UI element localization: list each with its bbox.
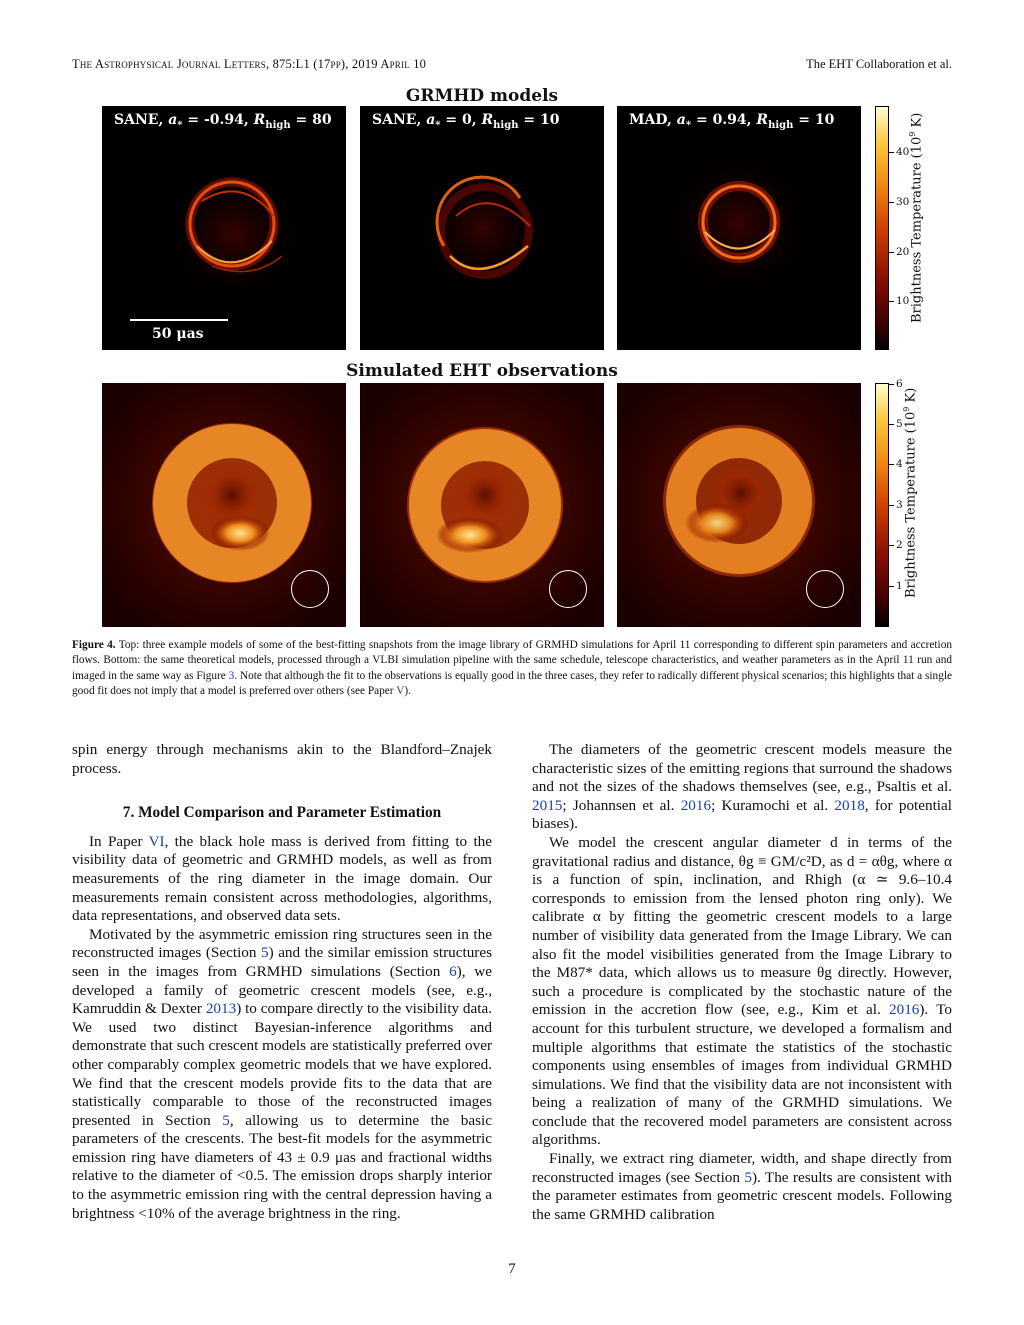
figure-bottom-title: Simulated EHT observations	[346, 361, 618, 381]
colorbar-top	[875, 106, 910, 350]
colorbar-bottom-tick: 5	[896, 418, 903, 430]
grmhd-panel-2	[360, 106, 604, 350]
section-heading: 7. Model Comparison and Parameter Estimation	[122, 804, 442, 822]
simulated-panel-2	[360, 383, 604, 627]
colorbar-bottom-tick: 1	[896, 580, 903, 592]
section-5-link[interactable]: 5	[744, 1168, 752, 1186]
colorbar-bottom-label: Brightness Temperature ($10^9$ K)	[902, 387, 919, 598]
grmhd-panel-3	[617, 106, 861, 350]
colorbar-top-label: Brightness Temperature ($10^9$ K)	[908, 112, 925, 323]
simulated-panel-1	[102, 383, 346, 627]
citation-link[interactable]: 2018	[834, 796, 865, 814]
scale-bar	[130, 319, 228, 321]
figure-caption: Figure 4. Top: three example models of some of the best-fitting snapshots from the image library of GRMHD simulations for April 11 corresponding to different spin parameters and accretion flows. Bottom: the same theoretical models, processed through a VLBI simulation pipeline with the same schedule, telescope characteristics, and weather parameters as in the April 11 run and imaged in the same way as Figure 3. Note that although the fit to the observations is equally good in the three cases, they refer to radically different physical scenarios; this highlights that a single good fit does not imply that a model is preferred over others (see Paper V).	[72, 639, 952, 698]
section-6-link[interactable]: 6	[449, 962, 457, 980]
paragraph: We model the crescent angular diameter d in terms of the gravitational radius and distance, θg ≡ GM/c²D, as d = αθg, where α is a function of spin, inclination, and Rhigh (α ≃ 9.6–10.4 corresponds to emission from the lensed photon ring only). We calibrate α by fitting the geometric crescent models to a large number of visibility data generated from the Image Library. We can also fit the model visibilities generated from the Image Library to the M87* data, which allows us to measure θg directly. However, such a procedure is complicated by the stochastic nature of the emission in the accretion flow (see, e.g., Kim et al. 2016). To account for this turbulent structure, we developed a formalism and multiple algorithms that estimate the statistics of the stochastic components using ensembles of images from individual GRMHD simulations. We find that the visibility data are not inconsistent with being a realization of many of the GRMHD simulations. We conclude that the recovered model parameters are consistent across algorithms.	[532, 833, 953, 1149]
citation-link[interactable]: 2013	[205, 1000, 237, 1018]
figure-top-title: GRMHD models	[405, 86, 559, 106]
colorbar-bottom-tick: 4	[896, 458, 903, 470]
beam-size-circle	[549, 570, 587, 608]
beam-size-circle	[806, 570, 844, 608]
scale-bar-label: 50 μas	[152, 326, 204, 342]
paper-v-link[interactable]: V	[396, 685, 405, 698]
panel-2-label: SANE, $a_* = 0$, $R_{high} = 10$	[372, 112, 560, 131]
colorbar-bottom-tick: 3	[896, 499, 903, 511]
colorbar-bottom	[875, 378, 903, 627]
citation-link[interactable]: 2016	[680, 796, 712, 814]
paragraph: Finally, we extract ring diameter, width, and shape directly from reconstructed images (see Section 5). The results are consistent with the parameter estimates from geometric crescent models. Following the same GRMHD calibration	[532, 1150, 952, 1223]
section-5-link[interactable]: 5	[222, 1111, 230, 1129]
citation-link[interactable]: 2016	[889, 1001, 920, 1019]
grmhd-panel-1	[102, 106, 346, 350]
panel-1-label: SANE, $a_* = -0.94$, $R_{high} = 80$	[114, 112, 332, 131]
colorbar-top-tick: 40	[896, 146, 910, 158]
figure-3-link[interactable]: 3	[228, 669, 235, 682]
colorbar-bottom-tick: 2	[896, 539, 903, 551]
colorbar-bottom-tick: 6	[896, 378, 903, 390]
paragraph: The diameters of the geometric crescent models measure the characteristic sizes of the emitting regions that surround the shadows and not the sizes of the shadows themselves (see, e.g., Psaltis et al. 2015; Johannsen et al. 2016; Kuramochi et al. 2018, for potential biases).	[532, 741, 952, 833]
paragraph: Motivated by the asymmetric emission ring structures seen in the reconstructed images (Section 5) and the similar emission structures seen in the images from GRMHD simulations (Section 6), we developed a family of geometric crescent models (see, e.g., Kamruddin & Dexter 2013) to compare directly to the visibility data. We used two distinct Bayesian-inference algorithms and demonstrate that such crescent models are statistically preferred over other comparably complex geometric models that we have explored. We find that the crescent models provide fits to the data that are statistically comparable to those of the reconstructed images presented in Section 5, allowing us to determine the basic parameters of the crescents. The best-fit models for the asymmetric emission ring have diameters of 43 ± 0.9 μas and fractional widths relative to the diameter of <0.5. The emission drops sharply interior to the asymmetric emission ring with the central depression having a brightness <10% of the average brightness in the ring.	[72, 925, 493, 1222]
colorbar-top-tick: 30	[896, 196, 910, 208]
section-5-link[interactable]: 5	[261, 944, 269, 962]
panel-3-label: MAD, $a_* = 0.94$, $R_{high} = 10$	[629, 112, 835, 131]
page-number: 7	[508, 1261, 516, 1277]
citation-link[interactable]: 2015	[532, 796, 563, 814]
running-header-journal: The Astrophysical Journal Letters, 875:L1 (17pp), 2019 April 10	[72, 57, 427, 71]
colorbar-top-tick: 10	[896, 295, 910, 307]
beam-size-circle	[291, 570, 329, 608]
paper-vi-link[interactable]: VI	[148, 832, 165, 850]
simulated-panel-3	[617, 383, 861, 627]
running-header-authors: The EHT Collaboration et al.	[806, 57, 952, 71]
left-column	[72, 741, 492, 1223]
caption-label: Figure 4.	[72, 639, 116, 651]
paragraph: spin energy through mechanisms akin to the Blandford–Znajek process.	[72, 741, 492, 777]
paragraph: In Paper VI, the black hole mass is derived from fitting to the visibility data of geometric and GRMHD models, as well as from measurements of the ring diameter in the image domain. Our measurements remain consistent across methodologies, algorithms, data representations, and observed data sets.	[72, 832, 492, 925]
right-column	[532, 741, 952, 1224]
colorbar-top-tick: 20	[896, 246, 910, 258]
